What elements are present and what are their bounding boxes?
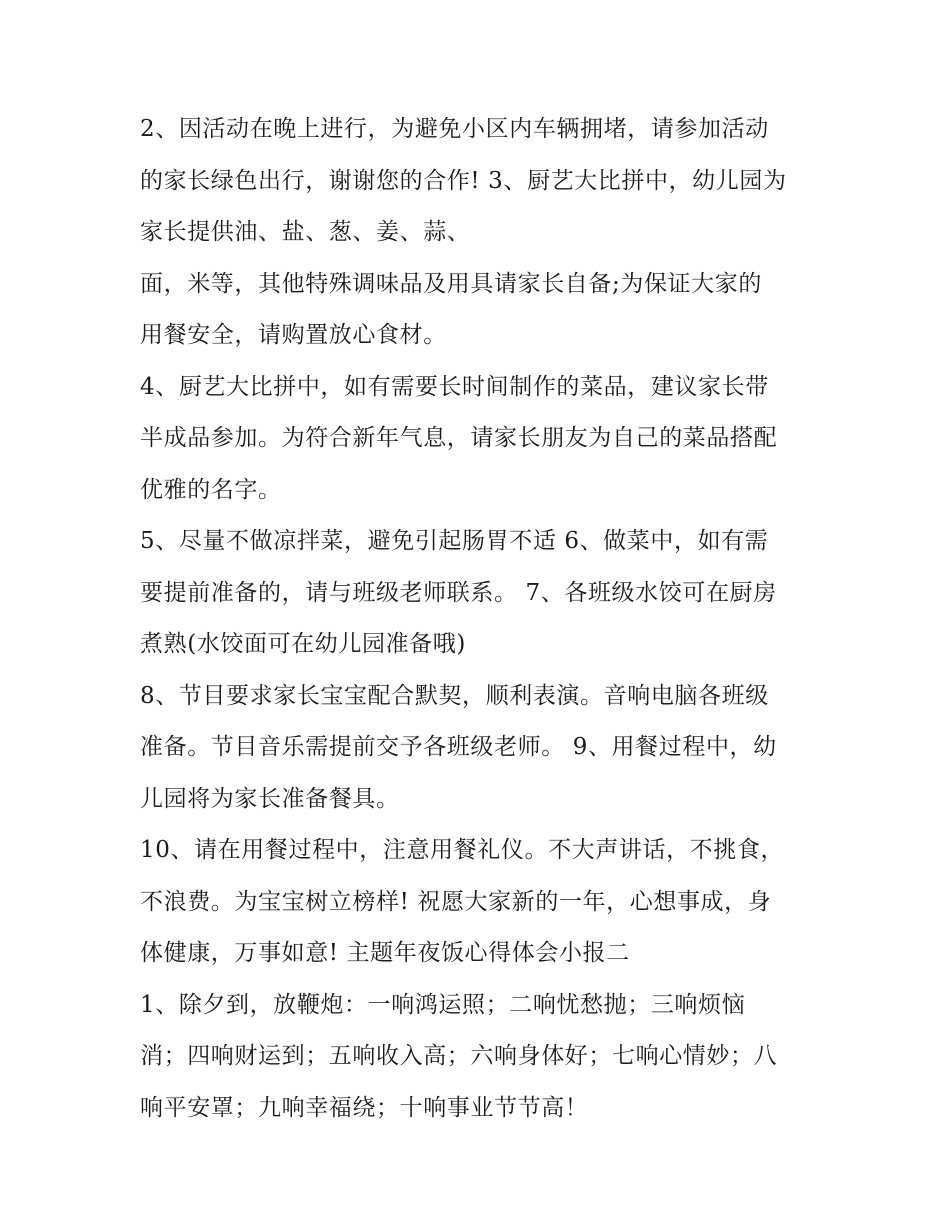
text-line: 1、除夕到，放鞭炮：一响鸿运照；二响忧愁抛；三响烦恼 — [140, 991, 746, 1018]
text-line: 面，米等，其他特殊调味品及用具请家长自备;为保证大家的 — [140, 270, 762, 297]
text-line: 煮熟(水饺面可在幼儿园准备哦) — [140, 631, 466, 657]
text-line: 4、厨艺大比拼中，如有需要长时间制作的菜品，建议家长带 — [140, 373, 769, 400]
text-line: 消；四响财运到；五响收入高；六响身体好；七响心情妙；八 — [140, 1043, 778, 1069]
text-line: 的家长绿色出行，谢谢您的合作! 3、厨艺大比拼中，幼儿园为 — [140, 167, 787, 194]
text-line: 优雅的名字。 — [140, 476, 282, 503]
text-line: 5、尽量不做凉拌菜，避免引起肠胃不适 6、做菜中，如有需 — [140, 528, 769, 554]
text-line: 响平安罩；九响幸福绕；十响事业节节高！ — [140, 1094, 589, 1121]
text-line: 10、请在用餐过程中，注意用餐礼仪。不大声讲话，不挑食， — [140, 837, 785, 863]
text-line: 2、因活动在晚上进行，为避免小区内车辆拥堵，请参加活动 — [140, 116, 769, 142]
text-line: 家长提供油、盐、葱、姜、蒜、 — [140, 219, 471, 245]
text-line: 体健康，万事如意! 主题年夜饭心得体会小报二 — [140, 940, 630, 966]
text-line: 准备。节目音乐需提前交予各班级老师。 9、用餐过程中，幼 — [140, 734, 777, 760]
text-line: 不浪费。为宝宝树立榜样! 祝愿大家新的一年，心想事成，身 — [140, 888, 772, 915]
text-line: 半成品参加。为符合新年气息，请家长朋友为自己的菜品搭配 — [140, 425, 778, 451]
text-line: 8、节目要求家长宝宝配合默契，顺利表演。音响电脑各班级 — [140, 682, 769, 709]
text-line: 要提前准备的，请与班级老师联系。 7、各班级水饺可在厨房 — [140, 579, 777, 606]
text-line: 用餐安全，请购置放心食材。 — [140, 322, 447, 348]
text-line: 儿园将为家长准备餐具。 — [140, 785, 400, 812]
document-body — [140, 104, 820, 1134]
